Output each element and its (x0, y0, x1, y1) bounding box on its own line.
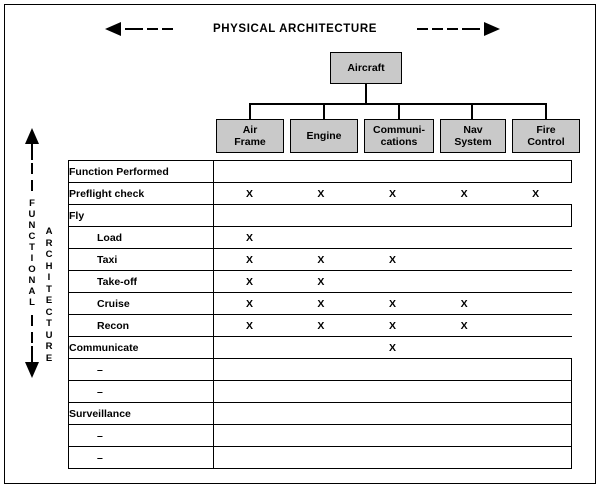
matrix-cell: X (428, 315, 500, 337)
matrix-cell: X (214, 271, 286, 293)
matrix-row-label: Recon (69, 315, 214, 337)
matrix-row-label: – (69, 381, 214, 403)
matrix-cell: X (357, 293, 429, 315)
node-nav-system-label: Nav System (454, 124, 492, 148)
matrix-row (69, 403, 572, 425)
matrix-header-row (69, 161, 572, 183)
node-communications[interactable] (364, 119, 434, 153)
matrix-row-label: Taxi (69, 249, 214, 271)
matrix-cell (285, 227, 357, 249)
axis-dash (162, 28, 173, 30)
matrix-cell (285, 337, 357, 359)
node-air-frame-label: Air Frame (234, 124, 266, 148)
functional-architecture-axis (22, 128, 42, 458)
functional-label: F U N C T I O N A L (28, 198, 36, 308)
matrix-empty-span (214, 447, 572, 469)
axis-arrow-left-group (105, 22, 173, 36)
matrix-cell: X (357, 315, 429, 337)
matrix-cell: X (285, 293, 357, 315)
node-fire-control[interactable] (512, 119, 580, 153)
axis-arrow-right-group (417, 22, 500, 36)
matrix-cell: X (214, 315, 286, 337)
matrix-cell (500, 227, 572, 249)
architecture-label: A R C H I T E C T U R E (45, 226, 53, 364)
axis-line-segment (125, 28, 143, 30)
matrix-cell: X (500, 183, 572, 205)
matrix-cell: X (428, 293, 500, 315)
matrix-cell: X (357, 337, 429, 359)
matrix-row-label: – (69, 447, 214, 469)
matrix-row (69, 183, 572, 205)
matrix-empty-span (214, 381, 572, 403)
physical-architecture-label: PHYSICAL ARCHITECTURE (212, 23, 378, 35)
axis-line-segment (31, 144, 33, 160)
matrix-row-label: Fly (69, 205, 214, 227)
arrow-down-icon (25, 362, 39, 378)
axis-line-segment (462, 28, 480, 30)
matrix-cell: X (428, 183, 500, 205)
matrix-row (69, 227, 572, 249)
matrix-row-label: Communicate (69, 337, 214, 359)
matrix-cell: X (214, 293, 286, 315)
axis-dash (417, 28, 428, 30)
axis-dash (147, 28, 158, 30)
axis-dash (31, 180, 33, 191)
arrow-left-icon (105, 22, 121, 36)
matrix-cell (500, 271, 572, 293)
axis-dash (432, 28, 443, 30)
node-engine[interactable] (290, 119, 358, 153)
matrix-row (69, 359, 572, 381)
connector-drop-2 (323, 103, 325, 119)
matrix-empty-span (214, 425, 572, 447)
matrix-cell: X (357, 183, 429, 205)
node-air-frame[interactable] (216, 119, 284, 153)
matrix-row (69, 205, 572, 227)
matrix-row-label: Take-off (69, 271, 214, 293)
node-fire-control-label: Fire Control (527, 124, 565, 148)
matrix-row (69, 381, 572, 403)
matrix-cell (428, 249, 500, 271)
matrix-row-label: Surveillance (69, 403, 214, 425)
matrix-row-label: – (69, 425, 214, 447)
matrix-empty-span (214, 403, 572, 425)
matrix-cell: X (214, 249, 286, 271)
axis-dash (31, 315, 33, 326)
matrix-cell (500, 315, 572, 337)
matrix-header-span (214, 161, 572, 183)
matrix-row-label: – (69, 359, 214, 381)
matrix-row-label: Preflight check (69, 183, 214, 205)
connector-root-stem (365, 84, 367, 104)
node-nav-system[interactable] (440, 119, 506, 153)
matrix-cell (500, 249, 572, 271)
matrix-cell (500, 293, 572, 315)
arrow-up-icon (25, 128, 39, 144)
matrix-cell (357, 227, 429, 249)
matrix-header-label: Function Performed (69, 161, 214, 183)
matrix-cell: X (285, 249, 357, 271)
matrix-cell (357, 271, 429, 293)
architecture-axis-label (42, 160, 56, 430)
matrix-row (69, 271, 572, 293)
matrix-cell: X (214, 183, 286, 205)
node-aircraft[interactable]: Aircraft (330, 52, 402, 84)
connector-drop-5 (545, 103, 547, 119)
matrix-cell: X (357, 249, 429, 271)
matrix-row-label: Load (69, 227, 214, 249)
connector-drop-1 (249, 103, 251, 119)
matrix-cell: X (214, 227, 286, 249)
matrix-row (69, 293, 572, 315)
connector-drop-4 (471, 103, 473, 119)
axis-dash (31, 332, 33, 343)
matrix-row (69, 425, 572, 447)
matrix-row (69, 315, 572, 337)
matrix-row (69, 249, 572, 271)
connector-drop-3 (398, 103, 400, 119)
node-engine-label: Engine (306, 130, 342, 142)
axis-dash (447, 28, 458, 30)
physical-architecture-axis (105, 18, 500, 40)
matrix-cell (428, 271, 500, 293)
matrix-row (69, 447, 572, 469)
matrix-cell (428, 337, 500, 359)
matrix-row-label: Cruise (69, 293, 214, 315)
matrix-empty-span (214, 359, 572, 381)
axis-dash (31, 163, 33, 174)
matrix-cell (500, 337, 572, 359)
matrix-row (69, 337, 572, 359)
matrix-cell: X (285, 183, 357, 205)
arrow-right-icon (484, 22, 500, 36)
node-communications-label: Communi- cations (373, 124, 425, 148)
matrix-cell (428, 227, 500, 249)
axis-line-segment (31, 346, 33, 362)
matrix-cell: X (285, 315, 357, 337)
matrix-cell: X (285, 271, 357, 293)
matrix-cell (214, 337, 286, 359)
matrix-empty-span (214, 205, 572, 227)
function-matrix (68, 160, 572, 469)
